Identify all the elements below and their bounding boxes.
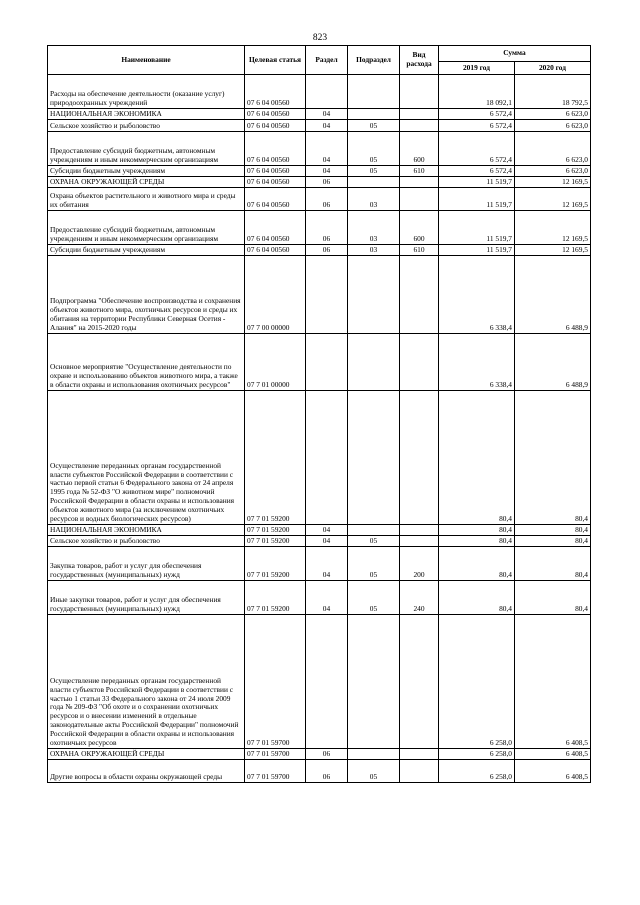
row-section: [306, 256, 348, 334]
row-subsection: 03: [348, 188, 400, 211]
row-sum-2020: 6 408,5: [515, 615, 591, 749]
row-expense-type: [400, 177, 439, 188]
row-sum-2020: 6 408,5: [515, 749, 591, 760]
row-target-article: 07 7 01 59700: [245, 760, 306, 783]
row-section: 04: [306, 109, 348, 120]
row-section: 04: [306, 581, 348, 615]
row-sum-2019: 80,4: [439, 525, 515, 536]
row-target-article: 07 6 04 00560: [245, 109, 306, 120]
row-sum-2020: 12 169,5: [515, 188, 591, 211]
row-subsection: [348, 525, 400, 536]
table-row: [48, 188, 591, 211]
row-name: Осуществление переданных органам государственной власти субъектов Российской Федерации в соответствии с частью первой статьи 6 Федерального закона от 24 апреля 1995 года № 52-ФЗ "О животном мире" полномочий Российской Федерации в области охраны и использования объектов животного мира (за исключением охотничьих ресурсов и водных биологических ресурсов): [48, 391, 245, 525]
row-sum-2020: 80,4: [515, 547, 591, 581]
row-name: Закупка товаров, работ и услуг для обеспечения государственных (муниципальных) нужд: [48, 547, 245, 581]
row-sum-2020: 6 623,0: [515, 109, 591, 120]
row-sum-2019: 80,4: [439, 391, 515, 525]
row-subsection: 05: [348, 120, 400, 132]
row-target-article: 07 6 04 00560: [245, 211, 306, 245]
row-name: НАЦИОНАЛЬНАЯ ЭКОНОМИКА: [48, 525, 245, 536]
row-expense-type: [400, 525, 439, 536]
row-name: Сельское хозяйство и рыболовство: [48, 120, 245, 132]
table-row: [48, 536, 591, 547]
row-subsection: 05: [348, 536, 400, 547]
table-row: [48, 109, 591, 120]
row-sum-2019: 6 572,4: [439, 132, 515, 166]
budget-table: [47, 45, 591, 783]
table-row: [48, 177, 591, 188]
row-expense-type: 610: [400, 245, 439, 256]
row-subsection: [348, 256, 400, 334]
row-name: Предоставление субсидий бюджетным, автономным учреждениям и иным некоммерческим организациям: [48, 132, 245, 166]
row-name: Охрана объектов растительного и животного мира и среды их обитания: [48, 188, 245, 211]
row-sum-2020: 6 623,0: [515, 166, 591, 177]
row-sum-2020: 80,4: [515, 536, 591, 547]
table-row: [48, 166, 591, 177]
row-sum-2020: 6 623,0: [515, 132, 591, 166]
row-sum-2019: 6 258,0: [439, 615, 515, 749]
row-sum-2019: 6 572,4: [439, 109, 515, 120]
row-name: ОХРАНА ОКРУЖАЮЩЕЙ СРЕДЫ: [48, 177, 245, 188]
row-subsection: 05: [348, 547, 400, 581]
row-sum-2020: 80,4: [515, 525, 591, 536]
row-sum-2019: 18 092,1: [439, 75, 515, 109]
row-sum-2020: 6 488,9: [515, 334, 591, 391]
row-target-article: 07 7 01 59200: [245, 525, 306, 536]
row-sum-2019: 6 338,4: [439, 334, 515, 391]
header-sum: Сумма: [439, 46, 591, 62]
row-expense-type: [400, 749, 439, 760]
row-expense-type: 200: [400, 547, 439, 581]
row-sum-2019: 11 519,7: [439, 245, 515, 256]
row-section: 06: [306, 749, 348, 760]
row-name: Основное мероприятие "Осуществление деятельности по охране и использованию объектов животного мира, а также в области охраны и использования охотничьих ресурсов": [48, 334, 245, 391]
row-name: Предоставление субсидий бюджетным, автономным учреждениям и иным некоммерческим организациям: [48, 211, 245, 245]
header-year-2019: 2019 год: [439, 62, 515, 75]
row-sum-2020: 6 488,9: [515, 256, 591, 334]
table-row: [48, 581, 591, 615]
header-target-article: Целевая статья: [245, 46, 306, 75]
row-sum-2019: 80,4: [439, 581, 515, 615]
row-sum-2019: 6 572,4: [439, 166, 515, 177]
table-row: [48, 615, 591, 749]
table-row: [48, 211, 591, 245]
row-sum-2020: 18 792,5: [515, 75, 591, 109]
row-sum-2019: 80,4: [439, 547, 515, 581]
row-expense-type: [400, 334, 439, 391]
row-section: 06: [306, 177, 348, 188]
row-section: 04: [306, 547, 348, 581]
row-expense-type: [400, 615, 439, 749]
table-row: [48, 525, 591, 536]
row-target-article: 07 7 01 59700: [245, 615, 306, 749]
row-target-article: 07 6 04 00560: [245, 132, 306, 166]
row-expense-type: [400, 109, 439, 120]
row-target-article: 07 6 04 00560: [245, 245, 306, 256]
row-name: Подпрограмма "Обеспечение воспроизводства и сохранения объектов животного мира, охотничьих ресурсов и среды их обитания на территории Республики Северная Осетия - Алания" на 2015-2020 годы: [48, 256, 245, 334]
row-expense-type: [400, 188, 439, 211]
row-sum-2020: 80,4: [515, 391, 591, 525]
row-name: Осуществление переданных органам государственной власти субъектов Российской Федерации в соответствии с частью 1 статьи 33 Федерального закона от 24 июля 2009 года № 209-ФЗ "Об охоте и о сохранении охотничьих ресурсов и о внесении изменений в отдельные законодательные акты Российской Федерации" полномочий Российской Федерации в области охраны и использования охотничьих ресурсов: [48, 615, 245, 749]
header-name: Наименование: [48, 46, 245, 75]
row-sum-2019: 11 519,7: [439, 177, 515, 188]
row-name: Другие вопросы в области охраны окружающей среды: [48, 760, 245, 783]
row-sum-2019: 6 572,4: [439, 120, 515, 132]
table-row: [48, 547, 591, 581]
row-section: 06: [306, 211, 348, 245]
row-section: 06: [306, 245, 348, 256]
row-section: 04: [306, 132, 348, 166]
row-name: Сельское хозяйство и рыболовство: [48, 536, 245, 547]
header-section: Раздел: [306, 46, 348, 75]
row-subsection: 03: [348, 211, 400, 245]
row-expense-type: 610: [400, 166, 439, 177]
row-target-article: 07 7 00 00000: [245, 256, 306, 334]
row-subsection: 05: [348, 132, 400, 166]
row-name: Субсидии бюджетным учреждениям: [48, 245, 245, 256]
row-section: 06: [306, 188, 348, 211]
row-subsection: [348, 177, 400, 188]
row-subsection: [348, 75, 400, 109]
row-subsection: [348, 615, 400, 749]
row-name: Иные закупки товаров, работ и услуг для обеспечения государственных (муниципальных) нужд: [48, 581, 245, 615]
row-target-article: 07 6 04 00560: [245, 188, 306, 211]
row-target-article: 07 6 04 00560: [245, 177, 306, 188]
row-expense-type: [400, 75, 439, 109]
row-section: 04: [306, 120, 348, 132]
row-expense-type: 600: [400, 211, 439, 245]
row-expense-type: [400, 760, 439, 783]
table-row: [48, 245, 591, 256]
row-target-article: 07 7 01 59200: [245, 547, 306, 581]
row-target-article: 07 7 01 59700: [245, 749, 306, 760]
table-row: [48, 391, 591, 525]
row-subsection: 05: [348, 760, 400, 783]
row-section: [306, 75, 348, 109]
row-expense-type: [400, 120, 439, 132]
row-sum-2019: 6 258,0: [439, 760, 515, 783]
row-subsection: [348, 334, 400, 391]
row-name: Субсидии бюджетным учреждениям: [48, 166, 245, 177]
row-sum-2019: 11 519,7: [439, 211, 515, 245]
row-target-article: 07 6 04 00560: [245, 75, 306, 109]
row-section: [306, 334, 348, 391]
row-section: [306, 615, 348, 749]
row-subsection: 05: [348, 581, 400, 615]
row-expense-type: [400, 256, 439, 334]
row-name: ОХРАНА ОКРУЖАЮЩЕЙ СРЕДЫ: [48, 749, 245, 760]
table-row: [48, 256, 591, 334]
row-expense-type: 240: [400, 581, 439, 615]
table-row: [48, 132, 591, 166]
row-subsection: [348, 391, 400, 525]
row-sum-2020: 12 169,5: [515, 211, 591, 245]
row-expense-type: 600: [400, 132, 439, 166]
row-sum-2019: 11 519,7: [439, 188, 515, 211]
row-target-article: 07 7 01 59200: [245, 536, 306, 547]
row-section: 04: [306, 525, 348, 536]
row-target-article: 07 7 01 59200: [245, 581, 306, 615]
row-section: [306, 391, 348, 525]
row-sum-2019: 80,4: [439, 536, 515, 547]
row-target-article: 07 7 01 00000: [245, 334, 306, 391]
row-sum-2020: 12 169,5: [515, 245, 591, 256]
table-row: [48, 75, 591, 109]
row-subsection: 05: [348, 166, 400, 177]
table-row: [48, 334, 591, 391]
table-row: [48, 749, 591, 760]
row-sum-2019: 6 258,0: [439, 749, 515, 760]
header-subsection: Подраздел: [348, 46, 400, 75]
table-row: [48, 760, 591, 783]
row-section: 06: [306, 760, 348, 783]
row-target-article: 07 6 04 00560: [245, 166, 306, 177]
page-number: 823: [312, 33, 328, 43]
row-sum-2019: 6 338,4: [439, 256, 515, 334]
row-target-article: 07 6 04 00560: [245, 120, 306, 132]
row-name: Расходы на обеспечение деятельности (оказание услуг) природоохранных учреждений: [48, 75, 245, 109]
table-row: [48, 120, 591, 132]
row-section: 04: [306, 536, 348, 547]
row-expense-type: [400, 391, 439, 525]
row-subsection: 03: [348, 245, 400, 256]
header-year-2020: 2020 год: [515, 62, 591, 75]
row-subsection: [348, 109, 400, 120]
row-section: 04: [306, 166, 348, 177]
header-expense-type: Вид расхода: [400, 46, 439, 75]
row-sum-2020: 80,4: [515, 581, 591, 615]
row-target-article: 07 7 01 59200: [245, 391, 306, 525]
row-sum-2020: 6 623,0: [515, 120, 591, 132]
row-sum-2020: 12 169,5: [515, 177, 591, 188]
row-name: НАЦИОНАЛЬНАЯ ЭКОНОМИКА: [48, 109, 245, 120]
row-expense-type: [400, 536, 439, 547]
row-sum-2020: 6 408,5: [515, 760, 591, 783]
row-subsection: [348, 749, 400, 760]
